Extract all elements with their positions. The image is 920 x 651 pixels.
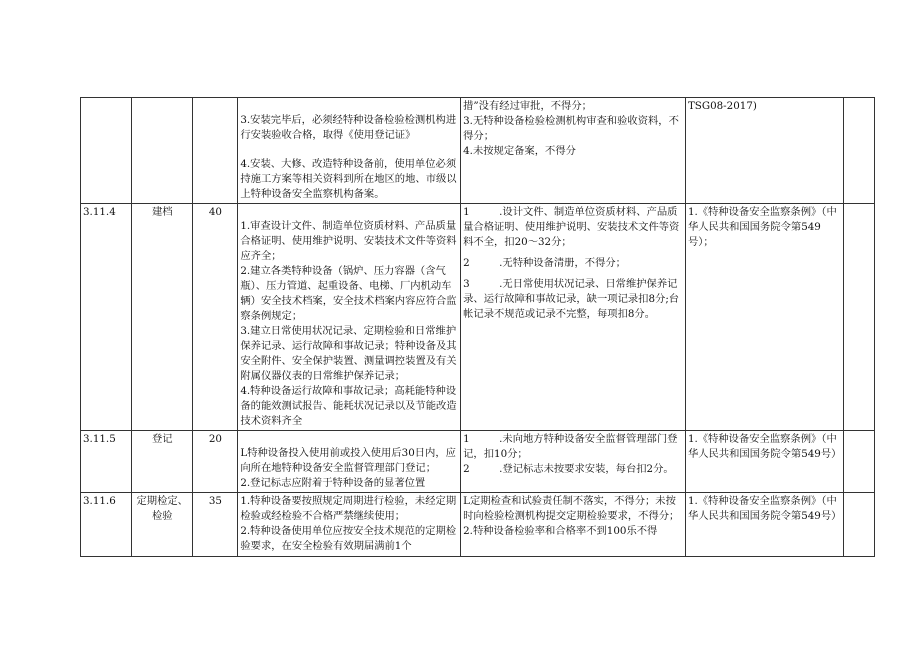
- requirement-text: 1.特种设备要按照规定周期进行检验，未经定期检验或经检验不合格严禁继续使用；: [240, 495, 457, 522]
- basis-text: TSG08-2017): [687, 100, 757, 112]
- rule-item: 1 .未向地方特种设备安全监督管理部门登记，扣10分；: [463, 433, 678, 460]
- item-name-cell: 定期检定、检验: [132, 493, 193, 557]
- item-name-cell: [132, 98, 193, 204]
- requirement-text: 4.安装、大修、改造特种设备前，使用单位必须持施工方案等相关资料到所在地区的地、市级以上特种设备安全监察机构备案。: [240, 158, 457, 200]
- rule-text: L定期检查和试验责任制不落实，不得分；未按时向检验检测机构提交定期检验要求，不得分；: [463, 495, 680, 522]
- requirements-cell: [238, 98, 461, 204]
- result-cell: [844, 431, 875, 493]
- scoring-rules-cell: [461, 98, 686, 204]
- table-row: [81, 98, 875, 204]
- requirements-cell: [238, 493, 461, 557]
- rule-item: 2 .无特种设备清册，不得分；: [463, 257, 626, 269]
- basis-cell: [685, 204, 843, 431]
- table-row: [81, 431, 875, 493]
- basis-text: 1.《特种设备安全监察条例》（中华人民共和国国务院令第549号）: [687, 495, 842, 522]
- scoring-rules-cell: [461, 431, 686, 493]
- basis-text: 1.《特种设备安全监察条例》（中华人民共和国国务院令第549号）: [687, 433, 842, 460]
- rule-item: 3 .无日常使用状况记录、日常维护保养记录、运行故障和事故记录，缺一项记录扣8分;台帐记录不规范或记录不完整，每项扣8分。: [463, 278, 680, 320]
- rule-text: 3.无特种设备检验检测机构审查和验收资料，不得分；: [463, 115, 679, 142]
- item-number-cell: 3.11.6: [81, 493, 132, 557]
- rule-item: 2 .登记标志未按要求安装，每台扣2分。: [463, 463, 674, 475]
- item-name-cell: 登记: [132, 431, 193, 493]
- basis-text: 1.《特种设备安全监察条例》（中华人民共和国国务院令第549号）；: [687, 206, 837, 248]
- table-row: [81, 493, 875, 557]
- scoring-rules-cell: [461, 204, 686, 431]
- item-number-cell: 3.11.5: [81, 431, 132, 493]
- item-points-cell: 35: [193, 493, 238, 557]
- item-points-cell: 20: [193, 431, 238, 493]
- rule-item: 1 .设计文件、制造单位资质材料、产品质量合格证明、使用维护说明、安装技术文件等资料不全，扣20～32分；: [463, 206, 680, 248]
- rule-text: 4.未按规定备案，不得分: [463, 145, 576, 157]
- rule-text: 措”没有经过审批，不得分；: [463, 100, 592, 112]
- item-number-cell: [81, 98, 132, 204]
- requirement-text: 2.特种设备使用单位应按安全技术规范的定期检验要求，在安全检验有效期届满前1个: [240, 525, 457, 552]
- scoring-rules-cell: [461, 493, 686, 557]
- requirements-cell: [238, 431, 461, 493]
- result-cell: [844, 493, 875, 557]
- basis-cell: [685, 98, 843, 204]
- result-cell: [844, 204, 875, 431]
- requirement-text: L特种设备投入使用前或投入使用后30日内，应向所在地特种设备安全监督管理部门登记；: [240, 447, 456, 474]
- requirement-text: 1.审查设计文件、制造单位资质材料、产品质量合格证明、使用维护说明、安装技术文件等资料应齐全；: [240, 220, 457, 262]
- table-row: [81, 204, 875, 431]
- requirement-text: 2.登记标志应附着于特种设备的显著位置: [240, 477, 426, 489]
- requirements-cell: [238, 204, 461, 431]
- item-name-cell: 建档: [132, 204, 193, 431]
- requirement-text: 3.安装完毕后，必须经特种设备检验检测机构进行安装验收合格，取得《使用登记证》: [240, 114, 457, 141]
- inspection-standard-table: [80, 97, 875, 557]
- result-cell: [844, 98, 875, 204]
- item-points-cell: [193, 98, 238, 204]
- requirement-text: 4.特种设备运行故障和事故记录；高耗能特种设备的能效测试报告、能耗状况记录以及节能改造技术资料齐全: [240, 385, 457, 427]
- requirement-text: 2.建立各类特种设备（锅炉、压力容器（含气瓶）、压力管道、起重设备、电梯、厂内机动车辆）安全技术档案，安全技术档案内容应符合监察条例规定；: [240, 265, 457, 322]
- basis-cell: [685, 431, 843, 493]
- item-points-cell: 40: [193, 204, 238, 431]
- basis-cell: [685, 493, 843, 557]
- item-number-cell: 3.11.4: [81, 204, 132, 431]
- requirement-text: 3.建立日常使用状况记录、定期检验和日常维护保养记录、运行故障和事故记录；特种设备及其安全附件、安全保护装置、测量调控装置及有关附属仪器仪表的日常维护保养记录；: [240, 325, 457, 382]
- rule-text: 2.特种设备检验率和合格率不到100乐不得: [463, 525, 658, 537]
